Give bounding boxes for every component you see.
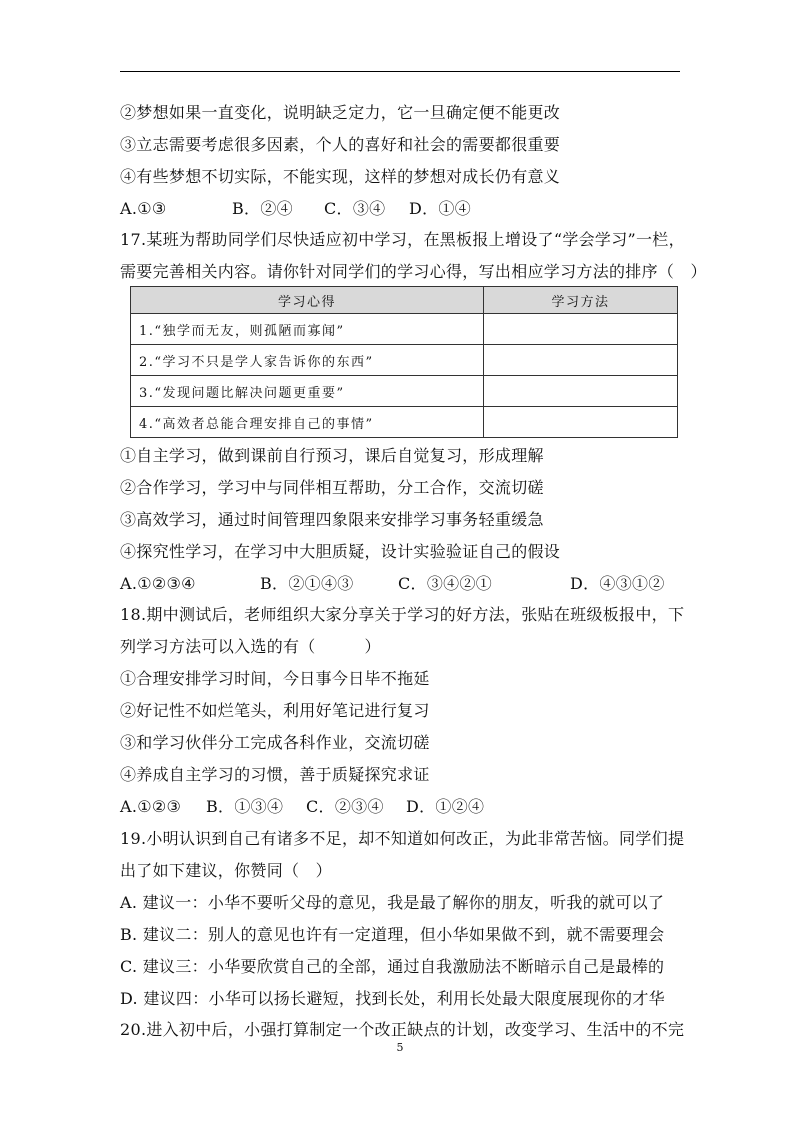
q17-item-4: ④探究性学习，在学习中大胆质疑，设计实验验证自己的假设 bbox=[120, 542, 561, 561]
q17-option-c: C．③④②① bbox=[398, 574, 493, 593]
q16-option-b: B．②④ bbox=[232, 199, 293, 218]
table-cell-experience: 4.“高效者总能合理安排自己的事情” bbox=[131, 407, 484, 438]
q17-item-3: ③高效学习，通过时间管理四象限来安排学习事务轻重缓急 bbox=[120, 510, 544, 529]
q16-item-2: ②梦想如果一直变化，说明缺乏定力，它一旦确定便不能更改 bbox=[120, 103, 561, 122]
q16-option-c: C．③④ bbox=[324, 199, 386, 218]
q17-stem-line2: 需要完善相关内容。请你针对同学们的学习心得，写出相应学习方法的排序（ ） bbox=[120, 262, 707, 281]
q17-stem-line1: 17.某班为帮助同学们尽快适应初中学习，在黑板报上增设了“学会学习”一栏， bbox=[120, 230, 685, 249]
q17-options bbox=[120, 574, 665, 594]
q18-option-c: C．②③④ bbox=[306, 797, 384, 816]
header-rule bbox=[120, 71, 680, 72]
q19-choice-c: C. 建议三：小华要欣赏自己的全部，通过自我激励法不断暗示自己是最棒的 bbox=[120, 957, 665, 976]
page-number: 5 bbox=[396, 1041, 404, 1054]
q17-option-b: B．②①④③ bbox=[260, 574, 354, 593]
q18-stem-line2: 列学习方法可以入选的有（ ） bbox=[120, 637, 381, 656]
q18-item-1: ①合理安排学习时间，今日事今日毕不拖延 bbox=[120, 669, 430, 688]
table-row bbox=[131, 345, 678, 376]
q19-choice-a: A. 建议一：小华不要听父母的意见，我是最了解你的朋友，听我的就可以了 bbox=[120, 893, 665, 912]
table-cell-method bbox=[484, 314, 678, 345]
study-method-table bbox=[130, 286, 678, 438]
q16-option-a: A.①③ bbox=[120, 199, 167, 218]
table-cell-method bbox=[484, 376, 678, 407]
q19-stem-line2: 出了如下建议，你赞同（ ） bbox=[120, 861, 332, 880]
q18-option-d: D．①②④ bbox=[406, 797, 485, 816]
table-cell-experience: 3.“发现问题比解决问题更重要” bbox=[131, 376, 484, 407]
q19-choice-d: D. 建议四：小华可以扬长避短，找到长处，利用长处最大限度展现你的才华 bbox=[120, 989, 665, 1008]
q17-item-2: ②合作学习，学习中与同伴相互帮助，分工合作，交流切磋 bbox=[120, 478, 544, 497]
q16-options bbox=[120, 199, 471, 219]
q20-stem-line1: 20.进入初中后，小强打算制定一个改正缺点的计划，改变学习、生活中的不完 bbox=[120, 1020, 685, 1039]
q16-item-4: ④有些梦想不切实际，不能实现，这样的梦想对成长仍有意义 bbox=[120, 167, 561, 186]
table-cell-experience: 2.“学习不只是学人家告诉你的东西” bbox=[131, 345, 484, 376]
q19-stem-line1: 19.小明认识到自己有诸多不足，却不知道如何改正，为此非常苦恼。同学们提 bbox=[120, 829, 685, 848]
table-row bbox=[131, 407, 678, 438]
table-row bbox=[131, 314, 678, 345]
table-header-method: 学习方法 bbox=[484, 287, 678, 314]
q16-item-3: ③立志需要考虑很多因素，个人的喜好和社会的需要都很重要 bbox=[120, 135, 561, 154]
table-cell-experience: 1.“独学而无友，则孤陋而寡闻” bbox=[131, 314, 484, 345]
q18-item-2: ②好记性不如烂笔头，利用好笔记进行复习 bbox=[120, 701, 430, 720]
q18-item-3: ③和学习伙伴分工完成各科作业，交流切磋 bbox=[120, 733, 430, 752]
table-row bbox=[131, 376, 678, 407]
q19-choice-b: B. 建议二：别人的意见也许有一定道理，但小华如果做不到，就不需要理会 bbox=[120, 925, 665, 944]
q17-option-d: D．④③①② bbox=[570, 574, 665, 593]
q16-option-d: D．①④ bbox=[409, 199, 472, 218]
q18-options bbox=[120, 797, 484, 817]
table-header-row bbox=[131, 287, 678, 314]
table-cell-method bbox=[484, 345, 678, 376]
table-header-experience: 学习心得 bbox=[131, 287, 484, 314]
table-cell-method bbox=[484, 407, 678, 438]
q18-option-a: A.①②③ bbox=[120, 797, 182, 816]
q17-item-1: ①自主学习，做到课前自行预习，课后自觉复习，形成理解 bbox=[120, 446, 544, 465]
q18-stem-line1: 18.期中测试后，老师组织大家分享关于学习的好方法，张贴在班级板报中，下 bbox=[120, 605, 685, 624]
q17-option-a: A.①②③④ bbox=[120, 574, 196, 593]
q18-option-b: B．①③④ bbox=[206, 797, 284, 816]
q18-item-4: ④养成自主学习的习惯，善于质疑探究求证 bbox=[120, 765, 430, 784]
